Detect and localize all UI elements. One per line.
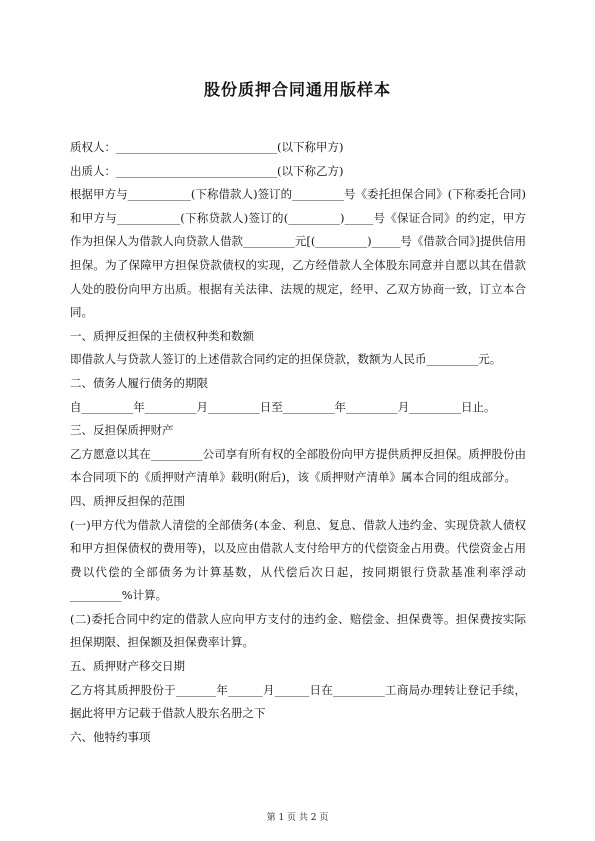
section-heading-4: 四、质押反担保的范围 [70,493,185,508]
section-heading-5: 五、质押财产移交日期 [70,659,185,674]
section-2-text: 自_________年_________月_________日至_________年_________月_________日止。 [70,399,496,414]
section-4-item-1: (一)甲方代为借款人清偿的全部债务(本金、利息、复息、借款人违约金、实现贷款人债权和甲方担保债权的费用等)，以及应由借款人支付给甲方的代偿资金占用费。代偿资金占用费以代偿的全部债务为计算基数，从代偿后次日起，按同期银行贷款基准利率浮动_________%计算。 [70,517,526,603]
section-heading-6: 六、他特约事项 [70,729,151,744]
page-number-footer: 第 1 页 共 2 页 [266,813,329,823]
section-1-text: 即借款人与贷款人签订的上述借款合同约定的担保贷款，数额为人民币_________元。 [70,352,502,367]
section-3-text: 乙方愿意以其在_________公司享有所有权的全部股份向甲方提供质押反担保。质押股份由本合同项下的《质押财产清单》载明(附后)，该《质押财产清单》属本合同的组成部分。 [70,446,526,485]
section-heading-3: 三、反担保质押财产 [70,423,174,438]
preamble-paragraph: 根据甲方与___________(下称借款人)签订的_________号《委托担保合同》(下称委托合同)和甲方与___________(下称贷款人)签订的(_________)_____号《保证合同》的约定，甲方作为担保人为借款人向贷款人借款_________元[(_________)_____号《借款合同》]提供信用担保。为了保障甲方担保贷款债权的实现，乙方经借款人全体股东同意并自愿以其在借款人处的股份向甲方出质。根据有关法律、法规的规定，经甲、乙双方协商一致，订立本合同。 [70,187,526,320]
pledgee-line: 质权人：____________________________(以下称甲方) [70,140,344,154]
pledgor-line: 出质人：____________________________(以下称乙方) [70,163,344,178]
section-heading-2: 二、债务人履行债务的期限 [70,375,208,390]
section-heading-1: 一、质押反担保的主债权种类和数额 [70,328,254,343]
document-title: 股份质押合同通用版样本 [203,80,391,99]
section-5-text: 乙方将其质押股份于_______年______月______日在_________工商局办理转让登记手续，据此将甲方记载于借款人股东名册之下 [70,682,526,721]
document-body [70,136,526,749]
section-4-item-2: (二)委托合同中约定的借款人应向甲方支付的违约金、赔偿金、担保费等。担保费按实际担保期限、担保额及担保费率计算。 [70,611,526,650]
